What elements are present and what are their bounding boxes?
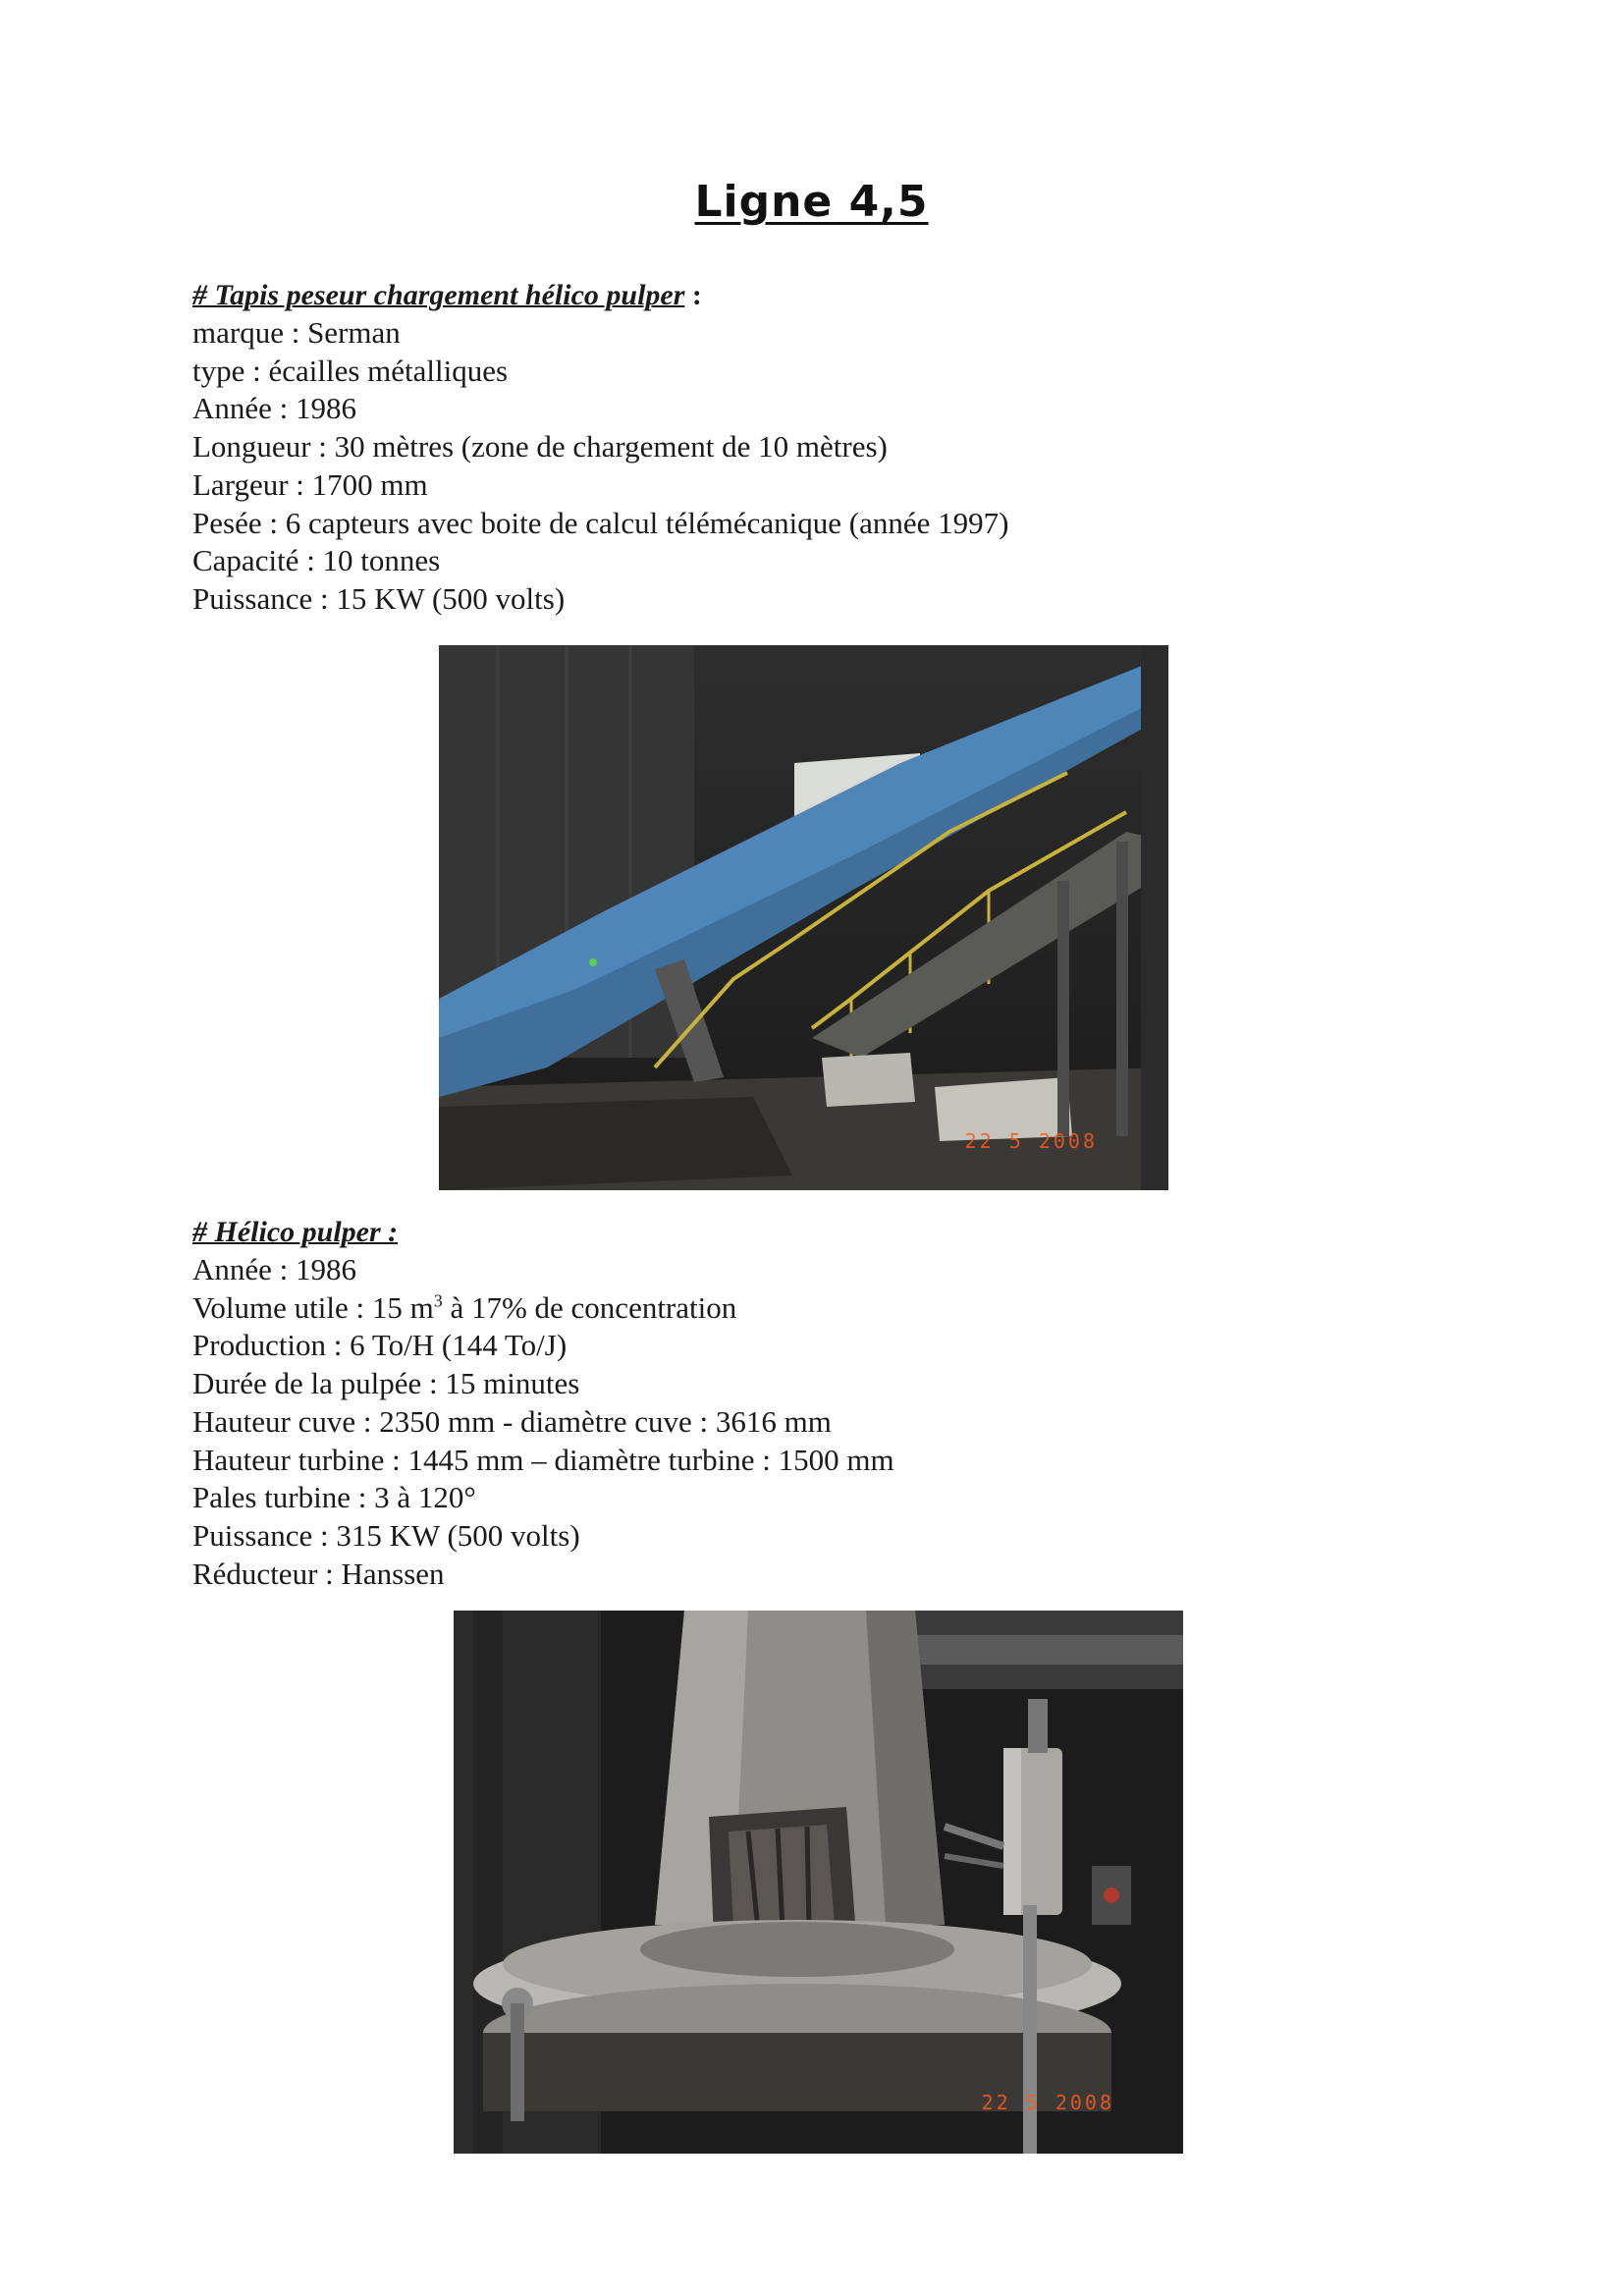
section-heading-text: # Tapis peseur chargement hélico pulper bbox=[192, 279, 685, 311]
spec-line: Production : 6 To/H (144 To/J) bbox=[192, 1328, 568, 1363]
spec-line: Durée de la pulpée : 15 minutes bbox=[192, 1366, 580, 1401]
spec-line: type : écailles métalliques bbox=[192, 353, 509, 388]
spec-line-part: à 17% de concentration bbox=[442, 1289, 737, 1325]
spec-list bbox=[192, 314, 1449, 619]
helico-pulper-tank-photo bbox=[454, 1611, 1183, 2154]
photo-date-stamp: 22 5 2008 bbox=[981, 2091, 1114, 2114]
spec-line: Pales turbine : 3 à 120° bbox=[192, 1480, 476, 1515]
page-title: Ligne 4,5 bbox=[694, 177, 929, 227]
section-heading bbox=[192, 1214, 1449, 1251]
spec-line: Puissance : 315 KW (500 volts) bbox=[192, 1517, 580, 1553]
spec-line bbox=[192, 1289, 1449, 1328]
inclined-conveyor-photo bbox=[439, 645, 1168, 1190]
spec-line: Année : 1986 bbox=[192, 391, 357, 426]
spec-line: marque : Serman bbox=[192, 315, 401, 350]
section-helico-pulper bbox=[192, 1214, 1449, 1593]
superscript: 3 bbox=[433, 1290, 443, 1311]
spec-line: Hauteur cuve : 2350 mm - diamètre cuve : 3616 mm bbox=[192, 1403, 832, 1439]
spec-line: Largeur : 1700 mm bbox=[192, 466, 428, 502]
spec-line: Hauteur turbine : 1445 mm – diamètre turbine : 1500 mm bbox=[192, 1442, 894, 1477]
spec-line: Réducteur : Hanssen bbox=[192, 1556, 445, 1591]
photo-date-stamp: 22 5 2008 bbox=[964, 1129, 1098, 1153]
spec-line: Année : 1986 bbox=[192, 1252, 357, 1286]
section-heading: # Tapis peseur chargement hélico pulper : bbox=[192, 279, 702, 311]
section-heading-text: # Hélico pulper : bbox=[192, 1216, 399, 1248]
spec-line: Longueur : 30 mètres (zone de chargement de 10 mètres) bbox=[192, 429, 888, 465]
spec-line: Pesée : 6 capteurs avec boite de calcul télémécanique (année 1997) bbox=[192, 505, 1009, 540]
spec-line: Capacité : 10 tonnes bbox=[192, 543, 441, 578]
spec-list bbox=[192, 1251, 1449, 1593]
spec-line: Puissance : 15 KW (500 volts) bbox=[192, 580, 566, 616]
spec-line-part: Volume utile : 15 m bbox=[192, 1289, 434, 1325]
section-tapis-peseur bbox=[192, 277, 1449, 619]
